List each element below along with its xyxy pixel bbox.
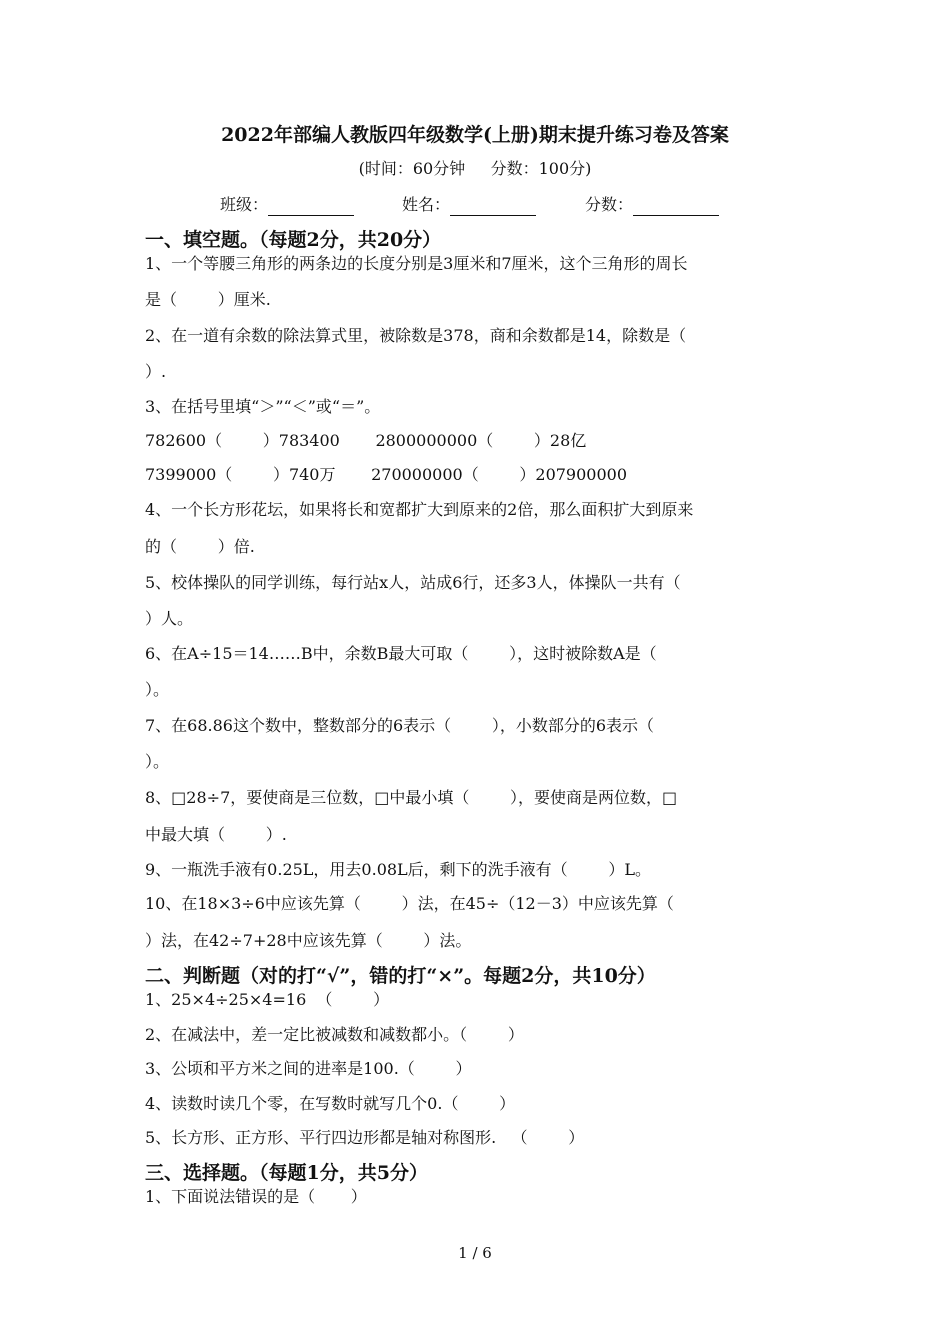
question-line: 1、25×4÷25×4=16 （ ） (145, 990, 390, 1009)
question-line: ）。 (145, 680, 170, 699)
section-multiple-choice-heading: 三、选择题。（每题1分，共5分） (145, 1162, 428, 1184)
question-line: 782600（ ）783400 2800000000（ ）28亿 (145, 431, 587, 450)
question-line: 3、公顷和平方米之间的进率是100.（ ） (145, 1059, 472, 1078)
question-line: 4、一个长方形花坛，如果将长和宽都扩大到原来的2倍，那么面积扩大到原来 (145, 500, 694, 519)
question-line: 2、在减法中，差一定比被减数和减数都小。（ ） (145, 1025, 524, 1044)
document-title: 2022年部编人教版四年级数学(上册)期末提升练习卷及答案 (221, 124, 729, 146)
question-line: 是（ ）厘米. (145, 290, 271, 309)
question-line: 3、在括号里填“＞”“＜”或“＝”。 (145, 397, 381, 416)
question-line: ）。 (145, 752, 170, 771)
question-line: 7399000（ ）740万 270000000（ ）207900000 (145, 465, 628, 484)
question-line: 9、一瓶洗手液有0.25L，用去0.08L后，剩下的洗手液有（ ）L。 (145, 860, 651, 879)
page-number: 1 / 6 (458, 1244, 492, 1262)
question-line: ）人。 (145, 609, 194, 628)
question-line: 中最大填（ ）. (145, 825, 287, 844)
score-field (585, 194, 719, 216)
score-blank[interactable] (633, 197, 719, 216)
score-label: 分数： (585, 195, 634, 214)
question-line: 2、在一道有余数的除法算式里，被除数是378，商和余数都是14，除数是（ (145, 326, 687, 345)
exam-time-score: (时间：60分钟 分数：100分) (358, 159, 592, 178)
name-label: 姓名： (402, 195, 451, 214)
question-line: 6、在A÷15＝14……B中，余数B最大可取（ ），这时被除数A是（ (145, 644, 657, 663)
question-line: 10、在18×3÷6中应该先算（ ）法，在45÷（12－3）中应该先算（ (145, 894, 674, 913)
class-label: 班级： (220, 195, 269, 214)
question-line: 7、在68.86这个数中，整数部分的6表示（ ），小数部分的6表示（ (145, 716, 655, 735)
question-line: ）. (145, 362, 167, 381)
class-blank[interactable] (268, 197, 354, 216)
section-true-false-heading: 二、判断题（对的打“√”，错的打“×”。每题2分，共10分） (145, 965, 656, 987)
question-line: 5、长方形、正方形、平行四边形都是轴对称图形. （ ） (145, 1128, 585, 1147)
question-line: 4、读数时读几个零，在写数时就写几个0.（ ） (145, 1094, 516, 1113)
question-line: 8、□28÷7，要使商是三位数，□中最小填（ ），要使商是两位数，□ (145, 788, 678, 807)
question-line: 1、下面说法错误的是（ ） (145, 1187, 367, 1206)
class-field (220, 194, 354, 216)
question-line: 1、一个等腰三角形的两条边的长度分别是3厘米和7厘米，这个三角形的周长 (145, 254, 688, 273)
name-blank[interactable] (450, 197, 536, 216)
question-line: 的（ ）倍. (145, 537, 255, 556)
name-field (402, 194, 536, 216)
question-line: ）法，在42÷7+28中应该先算（ ）法。 (145, 931, 472, 950)
section-fill-in-heading: 一、填空题。（每题2分，共20分） (145, 229, 442, 251)
question-line: 5、校体操队的同学训练，每行站x人，站成6行，还多3人，体操队一共有（ (145, 573, 681, 592)
